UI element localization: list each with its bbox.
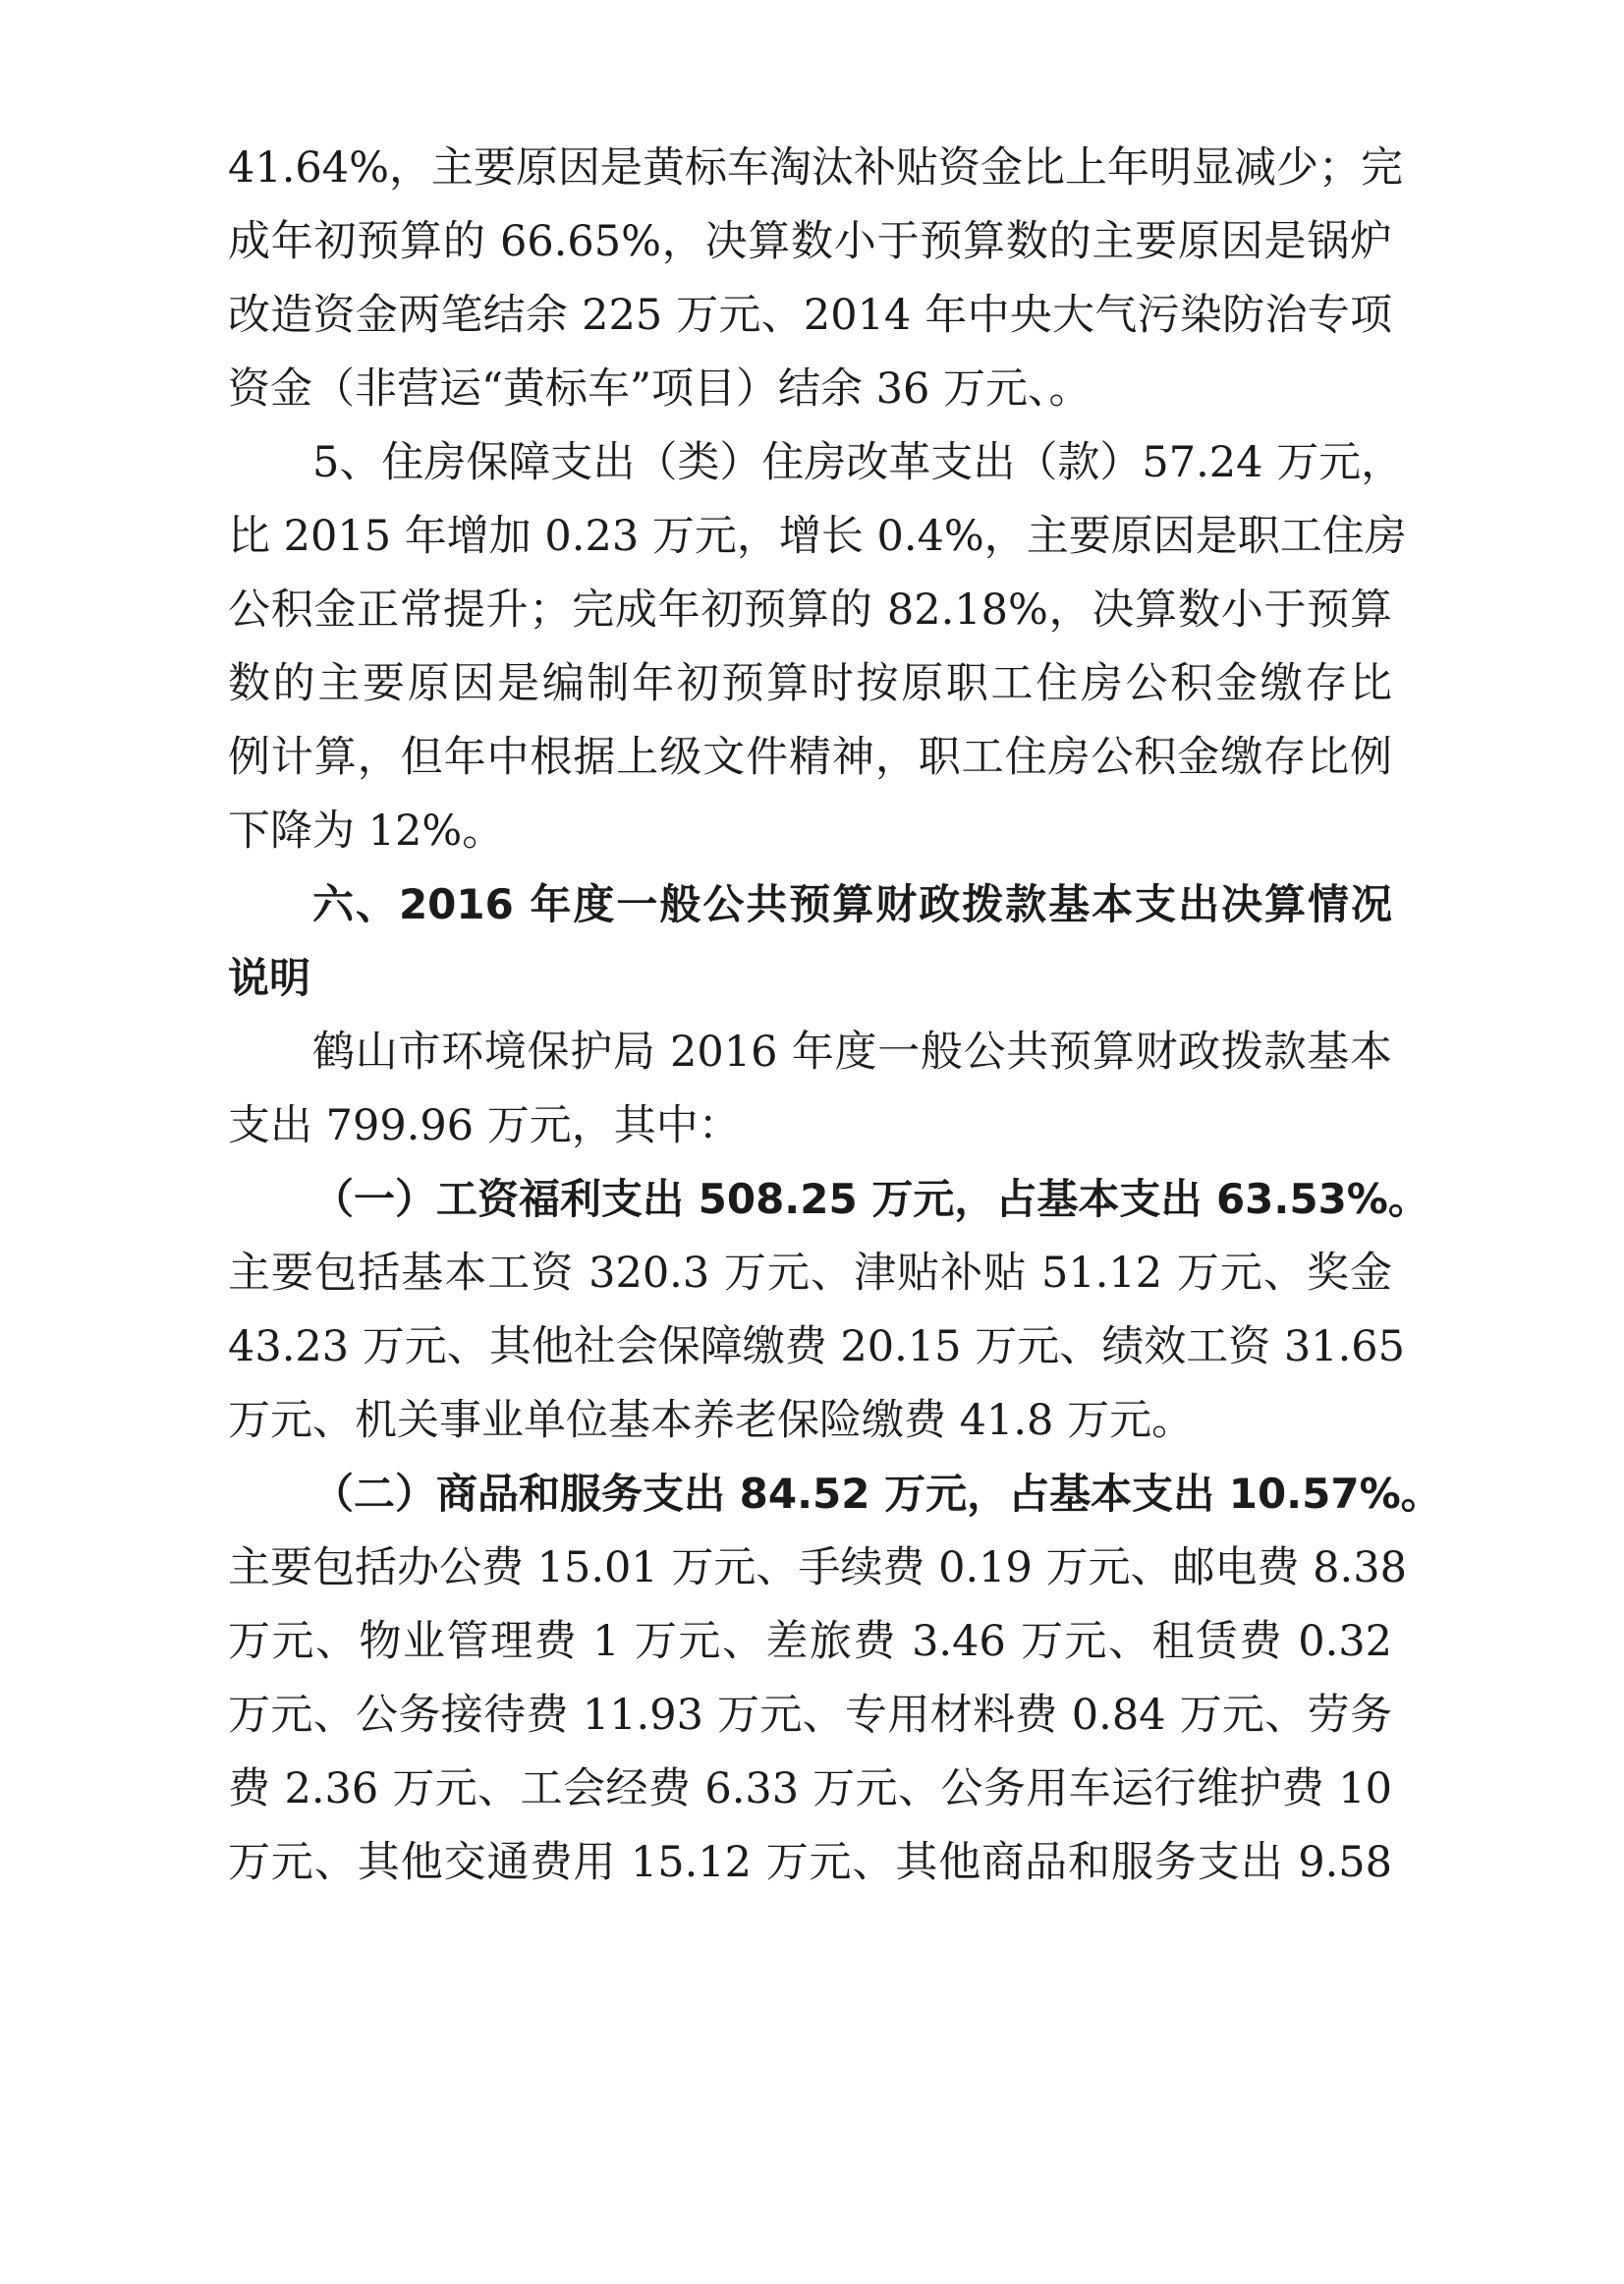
text-line: 费 2.36 万元、工会经费 6.33 万元、公务用车运行维护费 10 xyxy=(228,1764,1392,1813)
text-line: 万元、其他交通费用 15.12 万元、其他商品和服务支出 9.58 xyxy=(228,1838,1392,1887)
subsection-heading: （二）商品和服务支出 84.52 万元，占基本支出 10.57%。 xyxy=(312,1470,1442,1518)
text-line: 资金（非营运“黄标车”项目）结余 36 万元、。 xyxy=(228,364,1092,414)
text-line: 支出 799.96 万元，其中： xyxy=(228,1101,741,1150)
section-heading: 六、2016 年度一般公共预算财政拨款基本支出决算情况 xyxy=(312,880,1392,928)
text-line: 成年初预算的 66.65%，决算数小于预算数的主要原因是锅炉 xyxy=(228,217,1392,266)
text-line: 改造资金两笔结余 225 万元、2014 年中央大气污染防治专项 xyxy=(228,291,1392,340)
text-line: 主要包括基本工资 320.3 万元、津贴补贴 51.12 万元、奖金 xyxy=(228,1249,1392,1298)
text-line: 万元、物业管理费 1 万元、差旅费 3.46 万元、租赁费 0.32 xyxy=(228,1617,1392,1666)
text-line: 43.23 万元、其他社会保障缴费 20.15 万元、绩效工资 31.65 xyxy=(228,1322,1405,1371)
text-line: 下降为 12%。 xyxy=(228,807,505,856)
text-line: 主要包括办公费 15.01 万元、手续费 0.19 万元、邮电费 8.38 xyxy=(228,1543,1407,1592)
text-line: 万元、公务接待费 11.93 万元、专用材料费 0.84 万元、劳务 xyxy=(228,1691,1392,1740)
text-line: 公积金正常提升；完成年初预算的 82.18%，决算数小于预算 xyxy=(228,585,1392,635)
text-line: 数的主要原因是编制年初预算时按原职工住房公积金缴存比 xyxy=(228,659,1392,708)
text-line: 41.64%，主要原因是黄标车淘汰补贴资金比上年明显减少；完 xyxy=(228,143,1403,193)
text-line: 万元、机关事业单位基本养老保险缴费 41.8 万元。 xyxy=(228,1396,1195,1445)
text-line: 比 2015 年增加 0.23 万元，增长 0.4%，主要原因是职工住房 xyxy=(228,512,1407,561)
section-heading-continued: 说明 xyxy=(228,954,311,1002)
subsection-heading: （一）工资福利支出 508.25 万元，占基本支出 63.53%。 xyxy=(312,1175,1429,1223)
text-line: 例计算，但年中根据上级文件精神，职工住房公积金缴存比例 xyxy=(228,733,1392,782)
paragraph-start-line: 5、住房保障支出（类）住房改革支出（款）57.24 万元， xyxy=(312,438,1404,487)
paragraph-start-line: 鹤山市环境保护局 2016 年度一般公共预算财政拨款基本 xyxy=(312,1028,1392,1077)
